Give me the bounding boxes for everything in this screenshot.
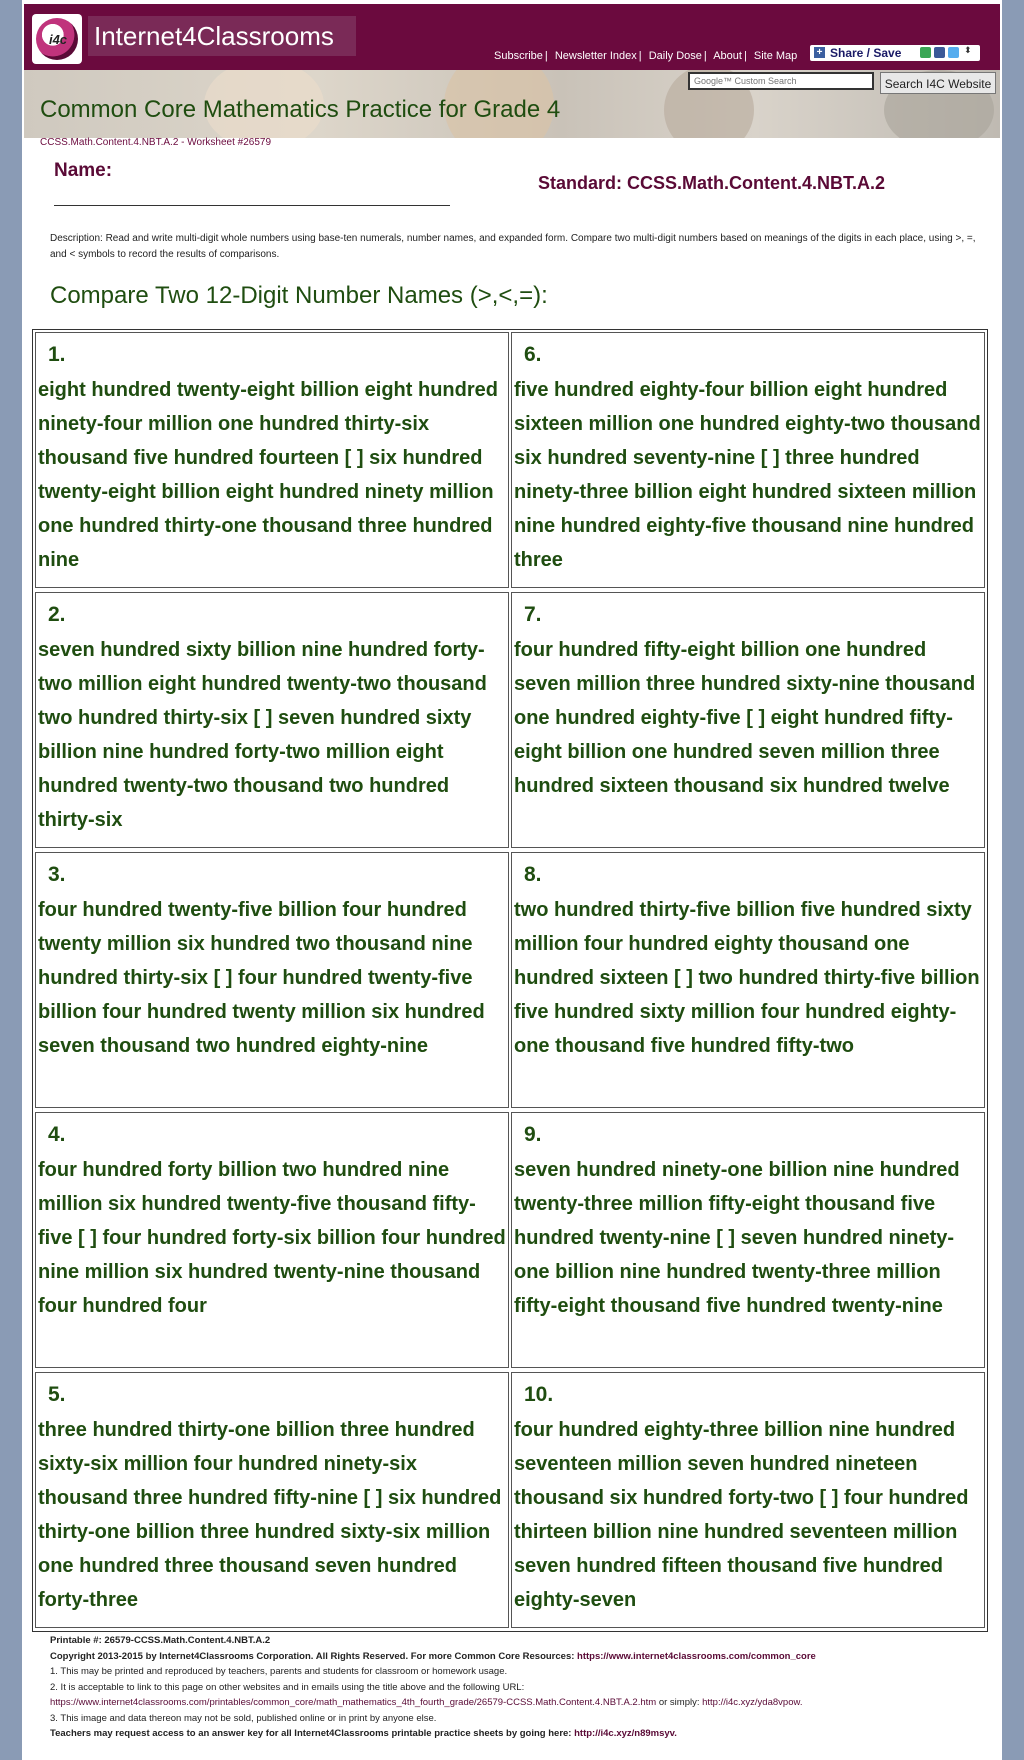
- long-url-link[interactable]: https://www.internet4classrooms.com/printables/common_core/math_mathematics_4th_fourth_grade/26579-CCSS.Math.Content.4.NBT.A.2.htm: [50, 1697, 657, 1708]
- name-line: [54, 205, 450, 206]
- printable-number: Printable #: 26579-CCSS.Math.Content.4.NBT.A.2: [50, 1635, 271, 1646]
- description: Description: Read and write multi-digit whole numbers using base-ten numerals, number names, and expanded form. Compare two multi-digit numbers based on meanings of the digits in each place, using >, =, and < symbols to record the results of comparisons.: [50, 233, 976, 260]
- question-text: three hundred thirty-one billion three hundred sixty-six million four hundred ninety-six thousand three hundred fifty-nine [ ] six hundred thirty-one billion three hundred sixty-six million one hundred three thousand seven hundred forty-three: [38, 1419, 502, 1611]
- search-button[interactable]: Search I4C Website: [880, 72, 996, 94]
- share-label: Share / Save: [830, 46, 902, 60]
- note-1: 1. This may be printed and reproduced by teachers, parents and students for classroom or homework usage.: [50, 1666, 508, 1677]
- nav-site-map[interactable]: Site Map: [753, 50, 798, 62]
- site-logo[interactable]: [32, 14, 82, 64]
- question-cell: [35, 852, 509, 1108]
- footer: [50, 1633, 990, 1742]
- question-cell: [511, 1112, 985, 1368]
- search-input[interactable]: [688, 72, 874, 90]
- question-text: four hundred fifty-eight billion one hundred seven million three hundred sixty-nine thousand one hundred eighty-five [ ] eight hundred fifty-eight billion one hundred seven million three hundred sixteen thousand six hundred twelve: [514, 639, 976, 797]
- question-cell: [511, 1372, 985, 1628]
- question-number: 4.: [48, 1123, 66, 1146]
- question-cell: [35, 592, 509, 848]
- worksheet-id: CCSS.Math.Content.4.NBT.A.2 - Worksheet #26579: [40, 137, 272, 148]
- question-number: 10.: [524, 1383, 554, 1406]
- question-cell: [511, 592, 985, 848]
- site-name[interactable]: Internet4Classrooms: [88, 16, 356, 56]
- plus-icon: +: [814, 47, 825, 58]
- name-label: Name:: [54, 160, 113, 181]
- question-cell: [511, 332, 985, 588]
- question-text: eight hundred twenty-eight billion eight hundred ninety-four million one hundred thirty-six thousand five hundred fourteen [ ] six hundred twenty-eight billion eight hundred ninety million one hundred thirty-one thousand three hundred nine: [38, 379, 498, 571]
- nav-newsletter-index[interactable]: Newsletter Index: [554, 50, 637, 62]
- logo-text: i4c: [48, 32, 68, 47]
- site-header: [24, 4, 1000, 70]
- twitter-icon[interactable]: [948, 47, 959, 58]
- question-number: 2.: [48, 603, 66, 626]
- question-number: 8.: [524, 863, 542, 886]
- question-text: four hundred twenty-five billion four hundred twenty million six hundred two thousand nine hundred thirty-six [ ] four hundred twenty-five billion four hundred twenty million six hundred seven thousand two hundred eighty-nine: [38, 899, 485, 1057]
- question-text: four hundred eighty-three billion nine hundred seventeen million seven hundred nineteen thousand six hundred forty-two [ ] four hundred thirteen billion nine hundred seventeen million seven hundred fifteen thousand five hundred eighty-seven: [514, 1419, 969, 1611]
- question-number: 5.: [48, 1383, 66, 1406]
- question-cell: [35, 1112, 509, 1368]
- question-number: 9.: [524, 1123, 542, 1146]
- facebook-icon[interactable]: [934, 47, 945, 58]
- answer-key-text: Teachers may request access to an answer key for all Internet4Classrooms printable practice sheets by going here:: [50, 1728, 572, 1739]
- question-number: 7.: [524, 603, 542, 626]
- standard-label: Standard: CCSS.Math.Content.4.NBT.A.2: [538, 173, 886, 193]
- nav-separator: |: [703, 50, 707, 62]
- page: [22, 0, 1002, 1760]
- question-text: four hundred forty billion two hundred nine million six hundred twenty-five thousand fifty-five [ ] four hundred forty-six billion four hundred nine million six hundred twenty-nine thousand four hundred four: [38, 1159, 506, 1317]
- question-text: seven hundred sixty billion nine hundred forty-two million eight hundred twenty-two thousand two hundred thirty-six [ ] seven hundred sixty billion nine hundred forty-two million eight hundred twenty-two thousand two hundred thirty-six: [38, 639, 487, 831]
- answer-key-link[interactable]: http://i4c.xyz/n89msyv.: [574, 1728, 677, 1739]
- top-navigation: [494, 50, 797, 62]
- question-text: two hundred thirty-five billion five hundred sixty million four hundred eighty thousand one hundred sixteen [ ] two hundred thirty-five billion five hundred sixty million four hundred eighty-one thousand five hundred fifty-two: [514, 899, 980, 1057]
- or-simply-text: or simply:: [658, 1697, 700, 1708]
- section-title: Compare Two 12-Digit Number Names (>,<,=):: [50, 282, 548, 309]
- question-text: five hundred eighty-four billion eight hundred sixteen million one hundred eighty-two thousand six hundred seventy-nine [ ] three hundred ninety-three billion eight hundred sixteen million nine hundred eighty-five thousand nine hundred three: [514, 379, 981, 571]
- question-cell: [35, 332, 509, 588]
- short-url-link[interactable]: http://i4c.xyz/yda8vpow.: [702, 1697, 803, 1708]
- question-number: 6.: [524, 343, 542, 366]
- question-number: 3.: [48, 863, 66, 886]
- questions-grid: [32, 329, 988, 1632]
- note-2: 2. It is acceptable to link to this page on other websites and in emails using the title above and the following URL:: [50, 1681, 525, 1693]
- nav-separator: |: [743, 50, 747, 62]
- note-3: 3. This image and data thereon may not be sold, published online or in print by anyone else.: [50, 1712, 437, 1724]
- updown-arrows-icon[interactable]: ⬍: [964, 46, 972, 56]
- nav-separator: |: [544, 50, 548, 62]
- nav-separator: |: [638, 50, 642, 62]
- question-cell: [511, 852, 985, 1108]
- question-number: 1.: [48, 343, 66, 366]
- share-green-icon[interactable]: [920, 47, 931, 58]
- answer-key-line: [50, 1726, 990, 1742]
- nav-subscribe[interactable]: Subscribe: [494, 50, 543, 62]
- share-save-button[interactable]: [810, 45, 980, 61]
- nav-daily-dose[interactable]: Daily Dose: [648, 50, 702, 62]
- common-core-link[interactable]: https://www.internet4classrooms.com/common_core: [577, 1650, 816, 1662]
- page-title: Common Core Mathematics Practice for Grade 4: [40, 96, 561, 123]
- question-cell: [35, 1372, 509, 1628]
- question-text: seven hundred ninety-one billion nine hundred twenty-three million fifty-eight thousand five hundred twenty-nine [ ] seven hundred ninety-one billion nine hundred twenty-three million fifty-eight thousand five hundred twenty-nine: [514, 1159, 960, 1317]
- url-line: [50, 1695, 990, 1711]
- copyright-line: [50, 1649, 990, 1665]
- copyright-text: Copyright 2013-2015 by Internet4Classrooms Corporation. All Rights Reserved. For more Common Core Resources:: [50, 1650, 575, 1662]
- nav-about[interactable]: About: [713, 50, 742, 62]
